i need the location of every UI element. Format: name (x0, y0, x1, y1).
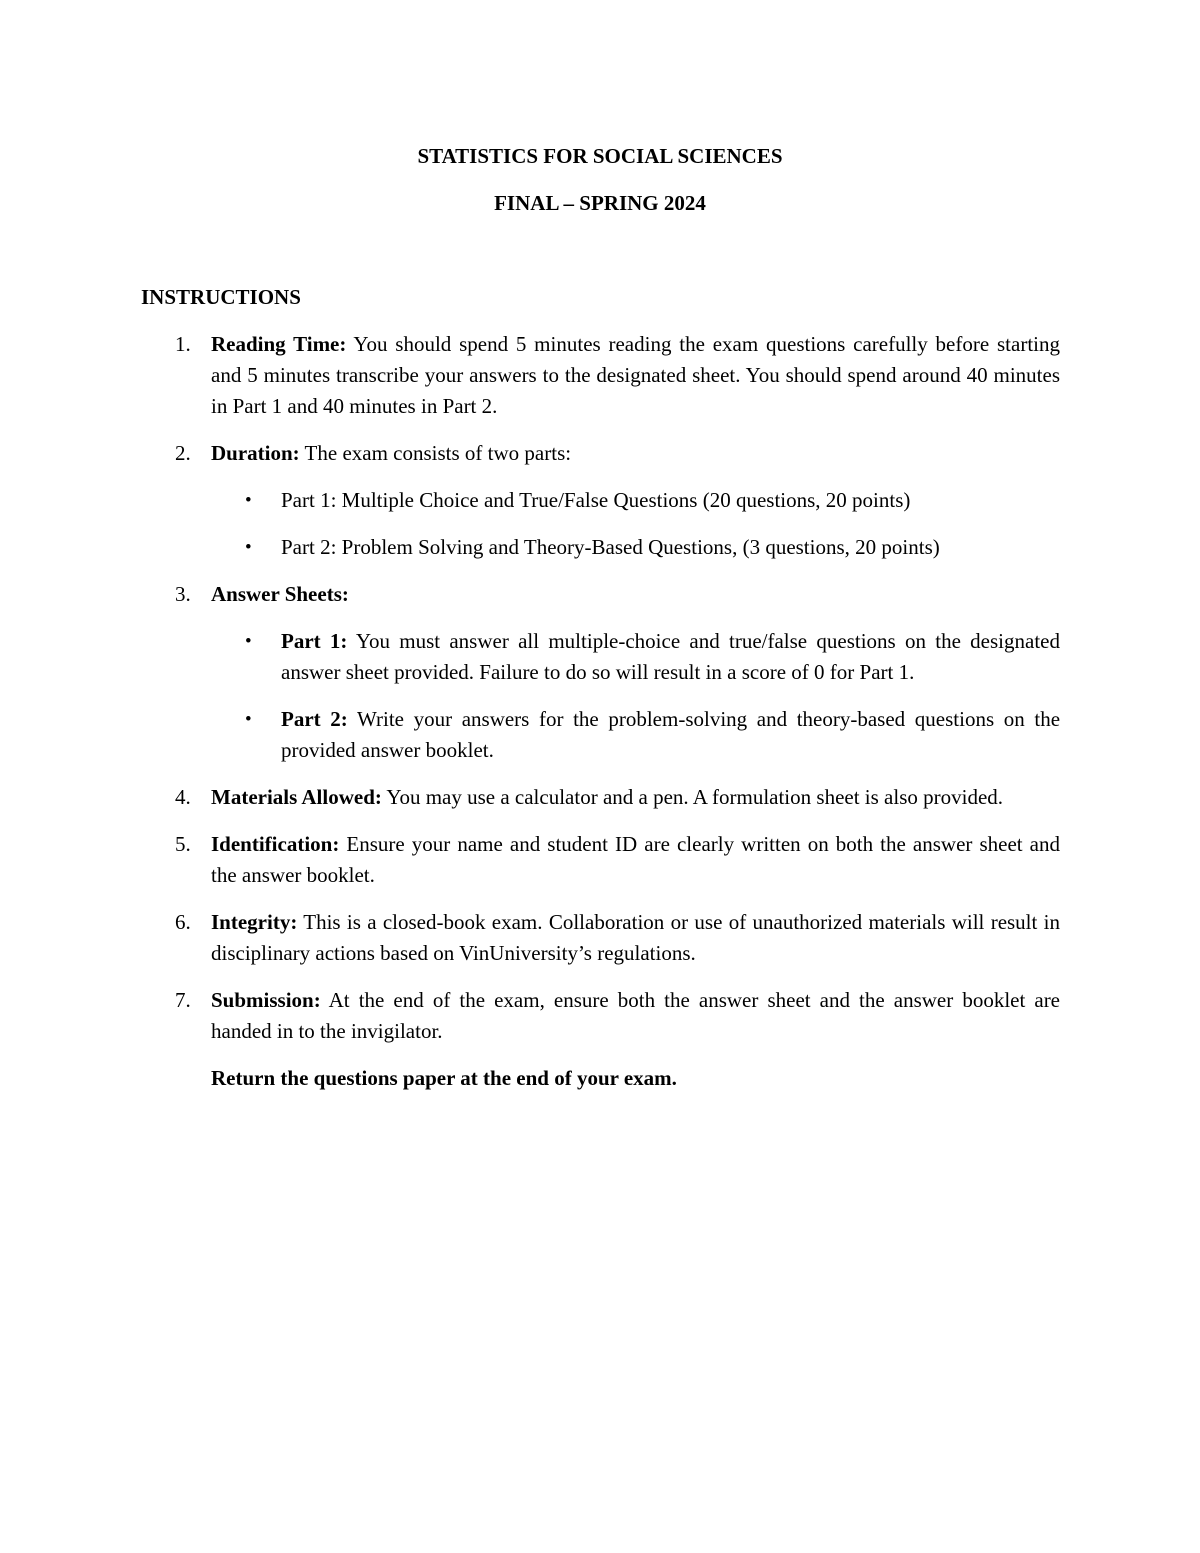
bullet-icon: • (245, 537, 252, 558)
item-label: Submission: (211, 988, 321, 1012)
item-label: Duration: (211, 441, 300, 465)
bullet-icon: • (245, 631, 252, 652)
item-text: Ensure your name and student ID are clearly written on both the answer sheet and the answer booklet. (211, 832, 1060, 887)
item-number: 2. (175, 441, 191, 465)
bullet-answer-part-1 (211, 626, 1060, 688)
instruction-item-reading-time (0, 329, 1060, 422)
item-text: You should spend 5 minutes reading the exam questions carefully before starting and 5 minutes transcribe your answers to the designated sheet. You should spend around 40 minutes in Part 1 and 40 minutes in Part 2. (211, 332, 1060, 418)
bullet-text: Part 1: Multiple Choice and True/False Questions (20 questions, 20 points) (281, 488, 911, 512)
item-label: Materials Allowed: (211, 785, 382, 809)
bullet-label: Part 1: (281, 629, 348, 653)
item-label: Reading Time: (211, 332, 347, 356)
item-number: 5. (175, 832, 191, 856)
exam-title: FINAL – SPRING 2024 (494, 191, 706, 215)
instructions-list (0, 329, 1200, 1094)
item-label: Answer Sheets: (211, 582, 349, 606)
item-number: 6. (175, 910, 191, 934)
instruction-item-identification (0, 829, 1060, 891)
bullet-answer-part-2 (211, 704, 1060, 766)
instruction-item-integrity (0, 907, 1060, 969)
bullet-part-1 (211, 485, 1060, 516)
closing-note: Return the questions paper at the end of your exam. (211, 1066, 677, 1090)
instruction-item-duration (0, 438, 1060, 563)
item-text: This is a closed-book exam. Collaboration or use of unauthorized materials will result in disciplinary actions based on VinUniversity’s regulations. (211, 910, 1060, 965)
item-label: Integrity: (211, 910, 298, 934)
bullet-text: Write your answers for the problem-solving and theory-based questions on the provided answer booklet. (281, 707, 1061, 762)
item-number: 7. (175, 988, 191, 1012)
item-text: At the end of the exam, ensure both the answer sheet and the answer booklet are handed in to the invigilator. (211, 988, 1061, 1043)
instruction-item-submission (0, 985, 1060, 1047)
bullet-icon: • (245, 490, 252, 511)
item-text: You may use a calculator and a pen. A formulation sheet is also provided. (386, 785, 1004, 809)
item-number: 4. (175, 785, 191, 809)
bullet-part-2 (211, 532, 1060, 563)
item-number: 3. (175, 582, 191, 606)
bullet-text: You must answer all multiple-choice and true/false questions on the designated answer sheet provided. Failure to do so will result in a score of 0 for Part 1. (281, 629, 1060, 684)
bullet-text: Part 2: Problem Solving and Theory-Based Questions, (3 questions, 20 points) (281, 535, 940, 559)
item-text: The exam consists of two parts: (304, 441, 572, 465)
course-title: STATISTICS FOR SOCIAL SCIENCES (417, 144, 783, 168)
item-number: 1. (175, 332, 191, 356)
bullet-label: Part 2: (281, 707, 348, 731)
instruction-item-materials (0, 782, 1060, 813)
instructions-heading: INSTRUCTIONS (141, 285, 301, 309)
item-label: Identification: (211, 832, 340, 856)
bullet-icon: • (245, 709, 252, 730)
instruction-item-answer-sheets (0, 579, 1060, 766)
